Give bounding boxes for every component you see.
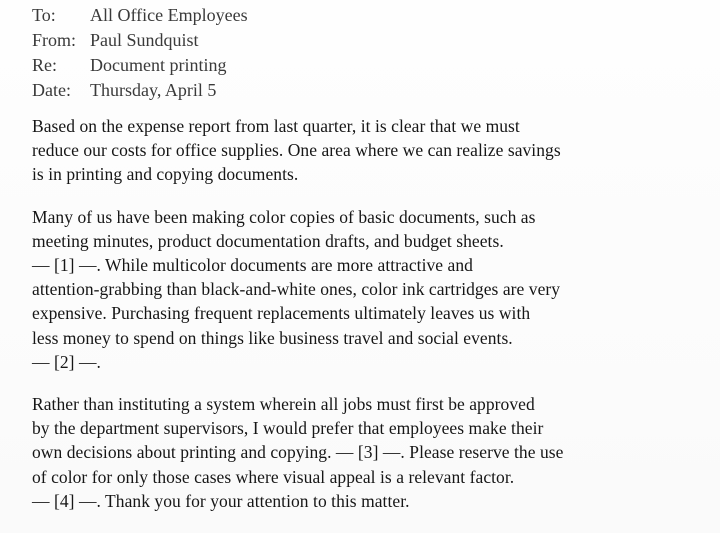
memo-paragraph-2: Many of us have been making color copies of basic documents, such as meeting minutes, product documentation drafts, and budget sheets. — [1] —. While multicolor documents are more attractive and attention-grabbing than black-and-white ones, color ink cartridges are very expensive. Purchasing frequent replacements ultimately leaves us with less money to spend on things like business travel and social events. — [2] —. (32, 206, 561, 372)
date-label: Date: (32, 80, 71, 100)
memo-paragraph-1: Based on the expense report from last quarter, it is clear that we must reduce our costs for office supplies. One area where we can realize savings is in printing and copying documents. (32, 116, 561, 185)
re-value: Document printing (90, 55, 227, 75)
memo-paragraph-3: Rather than instituting a system wherein all jobs must first be approved by the department supervisors, I would prefer that employees make their own decisions about printing and copying. — [3] —. Please reserve the use of color for only those cases where visual appeal is a relevant factor. — [4] —. Thank you for your attention to this matter. (32, 394, 564, 511)
memo-header (32, 4, 700, 102)
from-label: From: (32, 30, 77, 50)
to-value: All Office Employees (90, 5, 248, 25)
from-value: Paul Sundquist (90, 30, 199, 50)
date-value: Thursday, April 5 (90, 80, 217, 100)
to-label: To: (32, 5, 56, 25)
re-label: Re: (32, 55, 57, 75)
